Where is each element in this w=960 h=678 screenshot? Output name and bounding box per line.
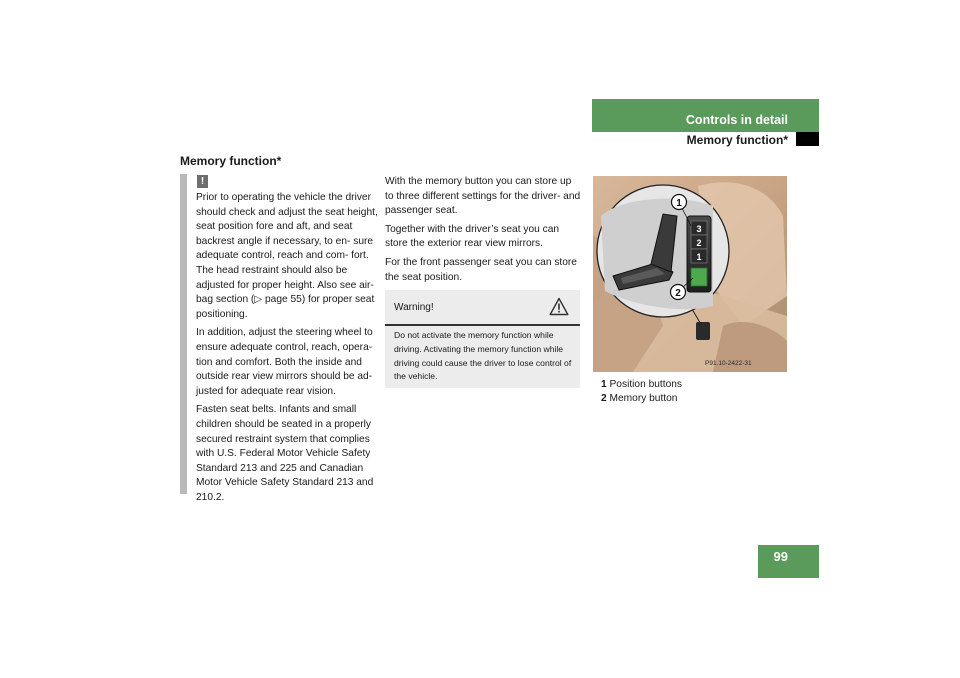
callout-2: 2: [675, 288, 681, 299]
legend-label: Position buttons: [609, 379, 683, 390]
note-paragraph: Prior to operating the vehicle the driver should check and adjust the seat height, seat position fore and aft, and seat backrest angle if necessary, to en- sure adequate control, reach and com- fort. The head restraint should also be adjusted for proper height. Also see air- bag section (▷ page 55) for proper seat positioning.: [196, 192, 378, 320]
legend-item: [601, 378, 682, 392]
page-number: 99: [773, 549, 788, 564]
warning-triangle-icon: [549, 297, 569, 316]
note-paragraph: In addition, adjust the steering wheel to ensure adequate control, reach, opera- tion and comfort. Both the inside and outside rear view mirrors should be ad- justed for adequate rear vision.: [196, 327, 373, 397]
body-paragraph: With the memory button you can store up to three different settings for the driver- and passenger seat.: [385, 176, 581, 217]
warning-text: Do not activate the memory function while driving. Activating the memory function while driving could cause the driver to lose control of the vehicle.: [394, 330, 572, 382]
seat-illustration: [593, 176, 787, 372]
figure-legend: [601, 378, 682, 406]
note-bar: [180, 174, 187, 494]
section-heading: Memory function*: [180, 154, 282, 168]
chapter-title: Controls in detail: [685, 113, 788, 127]
warning-divider: [385, 324, 580, 326]
callout-1: 1: [676, 198, 682, 209]
body-text: [385, 175, 581, 289]
body-paragraph: For the front passenger seat you can store the seat position.: [385, 256, 577, 283]
figure-code: P91.10-2422-31: [705, 360, 752, 367]
legend-number: 2: [601, 393, 607, 404]
body-paragraph: Together with the driver’s seat you can store the exterior rear view mirrors.: [385, 223, 560, 250]
warning-title: Warning!: [394, 302, 434, 313]
note-paragraph: Fasten seat belts. Infants and small children should be seated in a properly secured restraint system that complies with U.S. Federal Motor Vehicle Safety Standard 213 and 225 and Canadian Motor Vehicle Safety Standard 213 and 210.2.: [196, 404, 374, 503]
safety-note: [196, 191, 379, 509]
section-title: Memory function*: [686, 133, 788, 147]
position-button-3-label: 3: [696, 224, 702, 234]
section-marker: [796, 132, 819, 146]
legend-label: Memory button: [609, 393, 678, 404]
caution-icon: !: [197, 175, 208, 188]
legend-number: 1: [601, 379, 607, 390]
seat-memory-photo: [593, 176, 787, 372]
legend-item: [601, 392, 682, 406]
position-button-2-label: 2: [696, 238, 702, 248]
position-button-1-label: 1: [696, 252, 702, 262]
